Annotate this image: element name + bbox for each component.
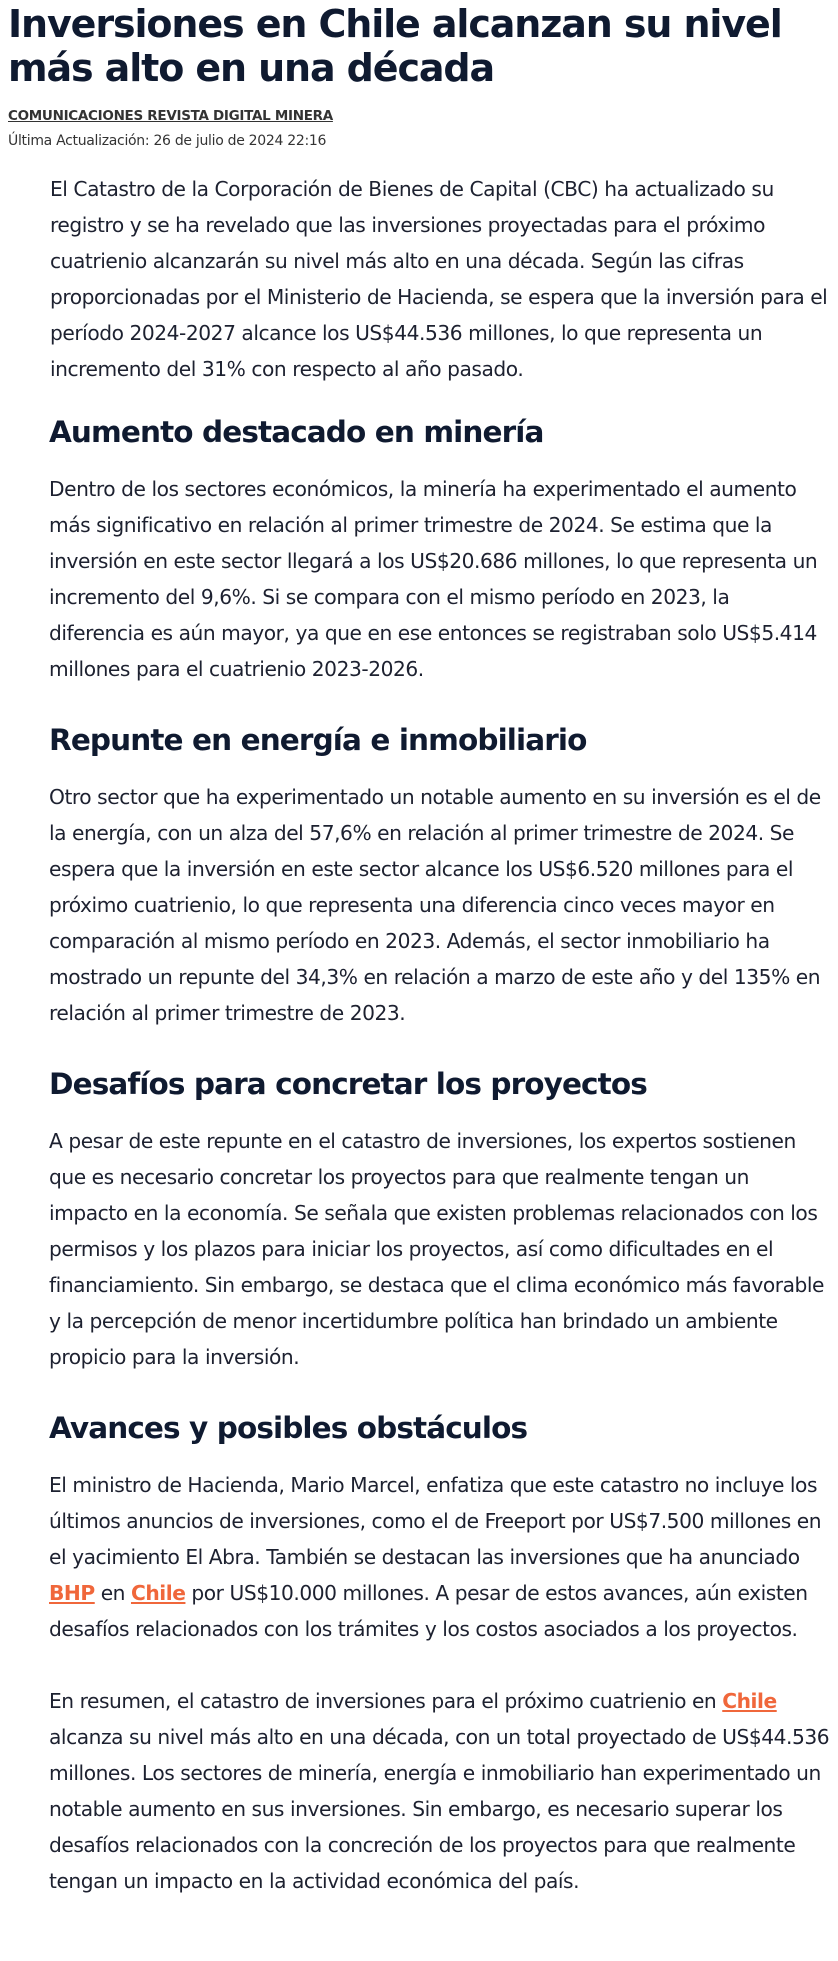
article-body [8, 171, 830, 1899]
heading-mineria: Aumento destacado en minería [49, 415, 544, 449]
paragraph-avances-text-3: por US$10.000 millones. A pesar de estos avances, aún existen desafíos relacionados con los trámites y los costos asociados a los proyectos. [49, 1581, 808, 1641]
paragraph-energia: Otro sector que ha experimentado un notable aumento en su inversión es el de la energía, con un alza del 57,6% en relación al primer trimestre de 2024. Se espera que la inversión en este sector alcance los US$6.520 millones para el próximo cuatrienio, lo que representa una diferencia cinco veces mayor en comparación al mismo período en 2023. Además, el sector inmobiliario ha mostrado un repunte del 34,3% en relación a marzo de este año y del 135% en relación al primer trimestre de 2023. [49, 785, 821, 1025]
link-chile-resumen[interactable]: Chile [722, 1689, 777, 1713]
heading-avances: Avances y posibles obstáculos [49, 1411, 528, 1445]
paragraph-resumen [49, 1683, 830, 1899]
heading-desafios: Desafíos para concretar los proyectos [49, 1067, 647, 1101]
paragraph-avances-text-1: El ministro de Hacienda, Mario Marcel, enfatiza que este catastro no incluye los últimos anuncios de inversiones, como el de Freeport por US$7.500 millones en el yacimiento El Abra. También se destacan las inversiones que ha anunciado [49, 1473, 822, 1569]
link-bhp[interactable]: BHP [49, 1581, 95, 1605]
article-title: Inversiones en Chile alcanzan su nivel más alto en una década [8, 2, 782, 90]
heading-energia: Repunte en energía e inmobiliario [49, 723, 587, 757]
paragraph-desafios: A pesar de este repunte en el catastro de inversiones, los expertos sostienen que es necesario concretar los proyectos para que realmente tengan un impacto en la economía. Se señala que existen problemas relacionados con los permisos y los plazos para iniciar los proyectos, así como dificultades en el financiamiento. Sin embargo, se destaca que el clima económico más favorable y la percepción de menor incertidumbre política han brindado un ambiente propicio para la inversión. [49, 1129, 824, 1369]
paragraph-avances-text-2: en [94, 1581, 131, 1605]
paragraph-avances [49, 1467, 830, 1647]
paragraph-resumen-text-2: alcanza su nivel más alto en una década, con un total proyectado de US$44.536 millones. Los sectores de minería, energía e inmobiliario han experimentado un notable aumento en sus inversiones. Sin embargo, es necesario superar los desafíos relacionados con la concreción de los proyectos para que realmente tengan un impacto en la actividad económica del país. [49, 1725, 830, 1893]
last-updated: Última Actualización: 26 de julio de 2024 22:16 [8, 133, 327, 149]
author-byline-link[interactable]: COMUNICACIONES REVISTA DIGITAL MINERA [8, 108, 333, 124]
paragraph-mineria: Dentro de los sectores económicos, la minería ha experimentado el aumento más significativo en relación al primer trimestre de 2024. Se estima que la inversión en este sector llegará a los US$20.686 millones, lo que representa un incremento del 9,6%. Si se compara con el mismo período en 2023, la diferencia es aún mayor, ya que en ese entonces se registraban solo US$5.414 millones para el cuatrienio 2023-2026. [49, 477, 818, 681]
link-chile[interactable]: Chile [130, 1581, 186, 1605]
intro-paragraph: El Catastro de la Corporación de Bienes de Capital (CBC) ha actualizado su registro y se ha revelado que las inversiones proyectadas para el próximo cuatrienio alcanzarán su nivel más alto en una década. Según las cifras proporcionadas por el Ministerio de Hacienda, se espera que la inversión para el período 2024-2027 alcance los US$44.536 millones, lo que representa un incremento del 31% con respecto al año pasado. [50, 177, 828, 381]
paragraph-resumen-text-1: En resumen, el catastro de inversiones para el próximo cuatrienio en [49, 1689, 723, 1713]
